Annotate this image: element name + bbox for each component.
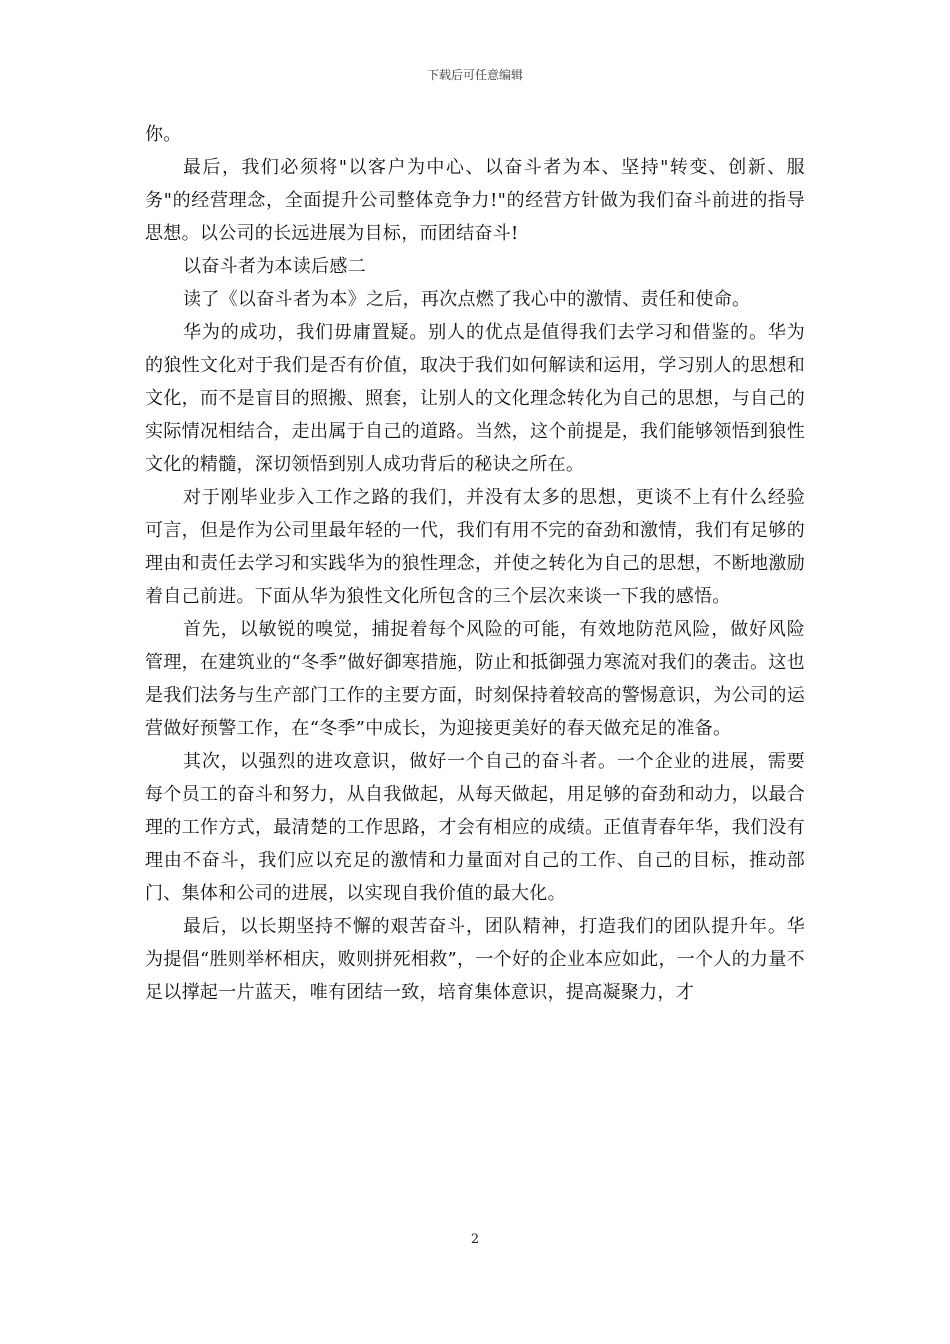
paragraph-4: 华为的成功，我们毋庸置疑。别人的优点是值得我们去学习和借鉴的。华为的狼性文化对于我们是否有价值，取决于我们如何解读和运用，学习别人的思想和文化，而不是盲目的照搬、照套，让别人的文化理念转化为自己的思想，与自己的实际情况相结合，走出属于自己的道路。当然，这个前提是，我们能够领悟到狼性文化的精髓，深切领悟到别人成功背后的秘诀之所在。	[145, 322, 805, 475]
paragraph-6: 首先，以敏锐的嗅觉，捕捉着每个风险的可能，有效地防范风险，做好风险管理，在建筑业的“冬季”做好御寒措施，防止和抵御强力寒流对我们的袭击。这也是我们法务与生产部门工作的主要方面，时刻保持着较高的警惕意识，为公司的运营做好预警工作，在“冬季”中成长，为迎接更美好的春天做充足的准备。	[145, 619, 805, 739]
paragraph-5: 对于刚毕业步入工作之路的我们，并没有太多的思想，更谈不上有什么经验可言，但是作为公司里最年轻的一代，我们有用不完的奋劲和激情，我们有足够的理由和责任去学习和实践华为的狼性理念，并使之转化为自己的思想，不断地激励着自己前进。下面从华为狼性文化所包含的三个层次来谈一下我的感悟。	[145, 487, 805, 607]
paragraph-8: 最后，以长期坚持不懈的艰苦奋斗，团队精神，打造我们的团队提升年。华为提倡“胜则举杯相庆，败则拼死相救”，一个好的企业本应如此，一个人的力量不足以撑起一片蓝天，唯有团结一致，培育集体意识，提高凝聚力，才	[145, 916, 805, 1003]
paragraph-7: 其次，以强烈的进攻意识，做好一个自己的奋斗者。一个企业的进展，需要每个员工的奋斗和努力，从自我做起，从每天做起，用足够的奋劲和动力，以最合理的工作方式，最清楚的工作思路，才会有相应的成绩。正值青春年华，我们没有理由不奋斗，我们应以充足的激情和力量面对自己的工作、自己的目标，推动部门、集体和公司的进展，以实现自我价值的最大化。	[145, 751, 805, 904]
paragraph-3: 读了《以奋斗者为本》之后，再次点燃了我心中的激情、责任和使命。	[183, 289, 751, 310]
paragraph-2: 最后，我们必须将"以客户为中心、以奋斗者为本、坚持"转变、创新、服务"的经营理念，全面提升公司整体竞争力!"的经营方针做为我们奋斗前进的指导思想。以公司的长远进展为目标，而团结奋斗!	[145, 157, 805, 244]
section-heading: 以奋斗者为本读后感二	[183, 256, 366, 277]
page-number: 2	[470, 1232, 480, 1247]
paragraph-1: 你。	[145, 124, 182, 145]
document-body	[145, 118, 805, 1009]
page-header: 下载后可任意编辑	[426, 68, 523, 82]
